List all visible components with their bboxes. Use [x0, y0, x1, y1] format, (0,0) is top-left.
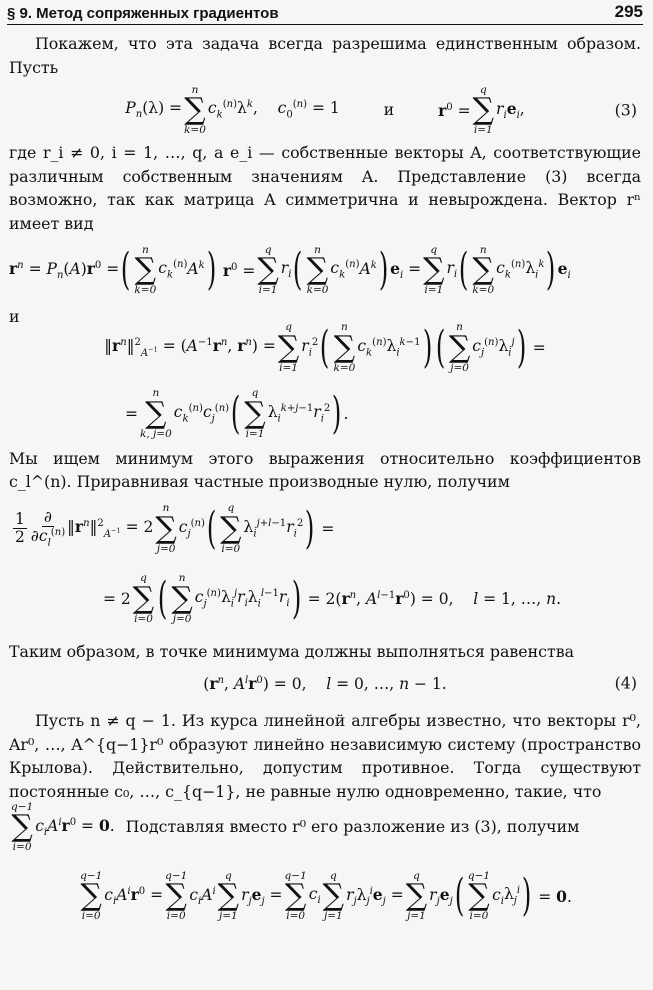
equation-norm: $‖r^n‖^2_{A^{-1}} = (A^{-1}r^n$, $r^n$) = q ∑ i=1 $r_i^2$ ( n ∑ k=0 $c_k^{(n)}\lambda_i^{k-1}$ ) ( n ∑ j=0 $c_j^{(n)}\lambda_i^j$ ) = [104, 321, 546, 374]
krylov-line: q−1 ∑ i=0 $c_iA^ir^0 = 0$. Подставляя вместо r⁰ его разложение из (3), получим [11, 800, 580, 853]
equation-rn: $r^n = P_n(A)r^0$ = ( n ∑ k=0 $c_k^{(n)}A^k$ ) $r^0$ = q ∑ i=1 $r_i$ ( n ∑ k=0 $c_k^{(n)}A^k$ ) $e_i$ = q ∑ i=1 $r_i$ ( n ∑ k=0 $c_k^{(n)}\lambda_i^k$ ) $e_i$ [9, 243, 571, 296]
section-title: § 9. Метод сопряженных градиентов [7, 5, 279, 22]
equation-3: $P_n(\lambda)$ = n ∑ k=0 $c_k^{(n)}\lambda^k$, $c_0^{(n)} = 1$ и $r^0$ = q ∑ i=1 $r_ie_i$, (3) [125, 83, 637, 136]
page-number: 295 [614, 2, 643, 21]
equation-derivative: $\frac{1}{2}$ $\frac{\partial}{\partial c_l^{(n)}}$ $‖r^n‖^2_{A^{-1}} = 2$ n ∑ j=0 $c_j^{(n)}$ ( q ∑ i=0 $\lambda_i^{j+l-1}r_i^2$ ) = [15, 502, 335, 555]
paragraph-4: Мы ищем минимум этого выражения относительно коэффициентов c_l^(n). Приравнивая частные производные нулю, получим [9, 448, 641, 491]
paragraph-2: где r_i ≠ 0, i = 1, …, q, а e_i — собственные векторы A, соответствующие различным собственным значениям A. Представление (3) всегда возможно, так как матрица A симметрична и невырождена. Вектор rⁿ имеет вид [9, 143, 641, 233]
equation-number-4: (4) [614, 673, 637, 693]
paragraph-7: Подставляя вместо r⁰ его разложение из (3), получим [125, 817, 580, 837]
equation-expansion: q−1 ∑ i=0 $c_iA^ir^0$ = q−1 ∑ i=0 $c_iA^i$ q ∑ j=1 $r_je_j$ = q−1 ∑ i=0 $c_i$ q ∑ j=1 $r_j\lambda_j^ie_j$ = q ∑ j=1 $r_je_j$ ( q−1 ∑ i=0 $c_i\lambda_j^i$ ) = 0. [80, 869, 572, 922]
equation-4: ($r^n$, $A^lr^0) = 0$, l = 0, …, n − 1. (4) [203, 673, 637, 693]
paragraph-5: Таким образом, в точке минимума должны выполняться равенства [9, 641, 575, 661]
equation-derivative-cont: = 2 q ∑ i=0 ( n ∑ j=0 $c_j^{(n)}\lambda_i^jr_i\lambda_i^{l-1}r_i$ ) = $2(r^n$, $A^{l-1}r^0) = 0$, l = 1, …, n. [103, 572, 562, 625]
equation-number-3: (3) [614, 100, 637, 120]
equation-norm-cont: = n ∑ k, j=0 $c_k^{(n)}c_j^{(n)}$ ( q ∑ i=1 $\lambda_i^{k+j-1}r_i^2$ ) . [125, 387, 349, 440]
paragraph-6: Пусть n ≠ q − 1. Из курса линейной алгебры известно, что векторы r⁰, Ar⁰, …, A^{q−1}r⁰ образуют линейно независимую систему (пространство Крылова). Действительно, допустим противное. Тогда существуют постоянные c₀, …, c_{q−1}, не равные нулю одновременно, такие, что [9, 711, 641, 801]
paragraph-1: Покажем, что эта задача всегда разрешима единственным образом. Пусть [9, 34, 641, 77]
running-header [7, 0, 643, 25]
paragraph-3: и [9, 307, 20, 326]
page-body [9, 32, 641, 935]
and-word: и [383, 101, 395, 119]
